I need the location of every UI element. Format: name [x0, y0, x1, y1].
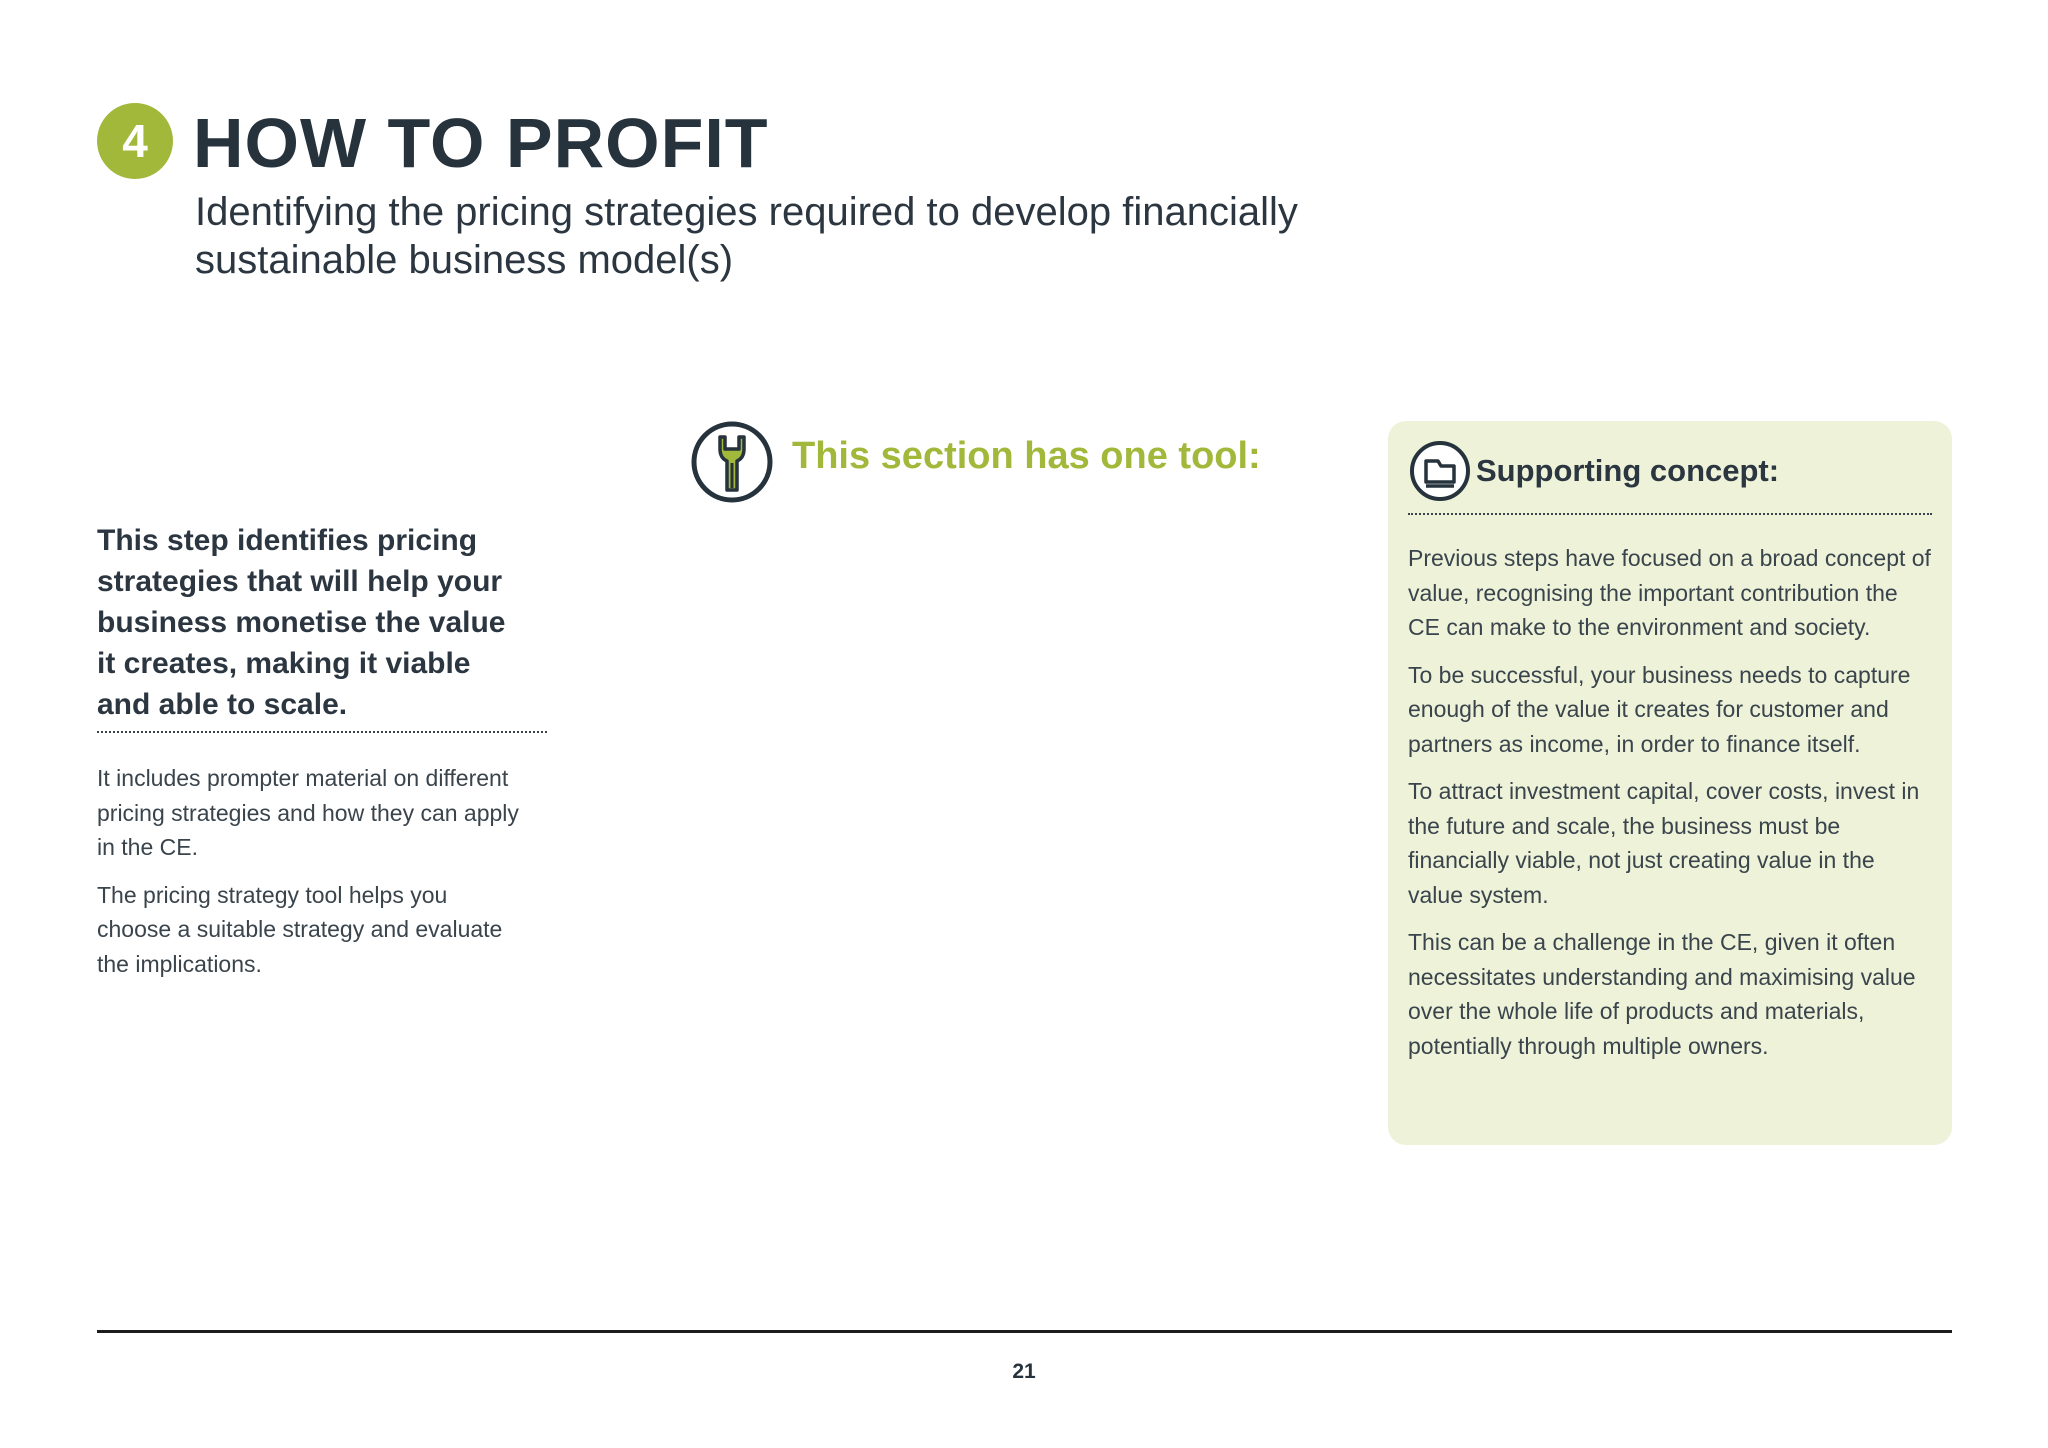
supporting-concept-header	[1408, 439, 1932, 503]
supporting-concept-divider	[1408, 513, 1932, 515]
concept-paragraph: Previous steps have focused on a broad concept of value, recognising the important contribution the CE can make to the environment and society.	[1408, 545, 1931, 640]
intro-body	[97, 761, 527, 981]
footer-divider	[97, 1330, 1952, 1333]
intro-divider	[97, 731, 547, 733]
tools-heading: This section has one tool:	[792, 434, 1261, 477]
supporting-concept-title: Supporting concept:	[1476, 453, 1780, 488]
intro-lead: This step identifies pricing strategies that will help your business monetise the value it creates, making it viable and able to scale.	[97, 524, 506, 721]
intro-paragraph: It includes prompter material on different pricing strategies and how they can apply in the CE.	[97, 765, 519, 860]
step-number-badge: 4	[97, 103, 173, 179]
wrench-icon	[690, 420, 774, 504]
concept-paragraph: To attract investment capital, cover costs, invest in the future and scale, the business must be financially viable, not just creating value in the value system.	[1408, 778, 1920, 908]
concept-paragraph: This can be a challenge in the CE, given it often necessitates understanding and maximising value over the whole life of products and materials, potentially through multiple owners.	[1408, 929, 1916, 1059]
folder-icon	[1408, 439, 1472, 503]
page-number: 21	[1012, 1360, 1036, 1383]
supporting-concept-box	[1388, 421, 1952, 1145]
page-subtitle: Identifying the pricing strategies required to develop financially sustainable business model(s)	[195, 190, 1298, 282]
page-title: HOW TO PROFIT	[193, 104, 769, 182]
intro-section	[97, 520, 547, 994]
concept-paragraph: To be successful, your business needs to capture enough of the value it creates for customer and partners as income, in order to finance itself.	[1408, 661, 1911, 757]
intro-paragraph: The pricing strategy tool helps you choose a suitable strategy and evaluate the implications.	[97, 881, 503, 977]
supporting-concept-body	[1408, 541, 1932, 1063]
tools-section	[690, 420, 1261, 504]
